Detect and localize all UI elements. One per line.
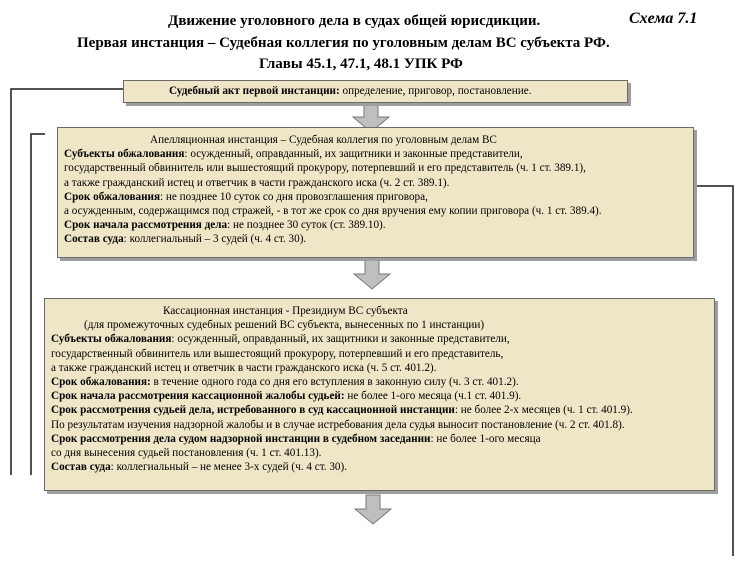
cassation-term-text: в течение одного года со дня его вступления в законную силу (ч. 3 ст. 401.2). <box>150 376 519 389</box>
appeal-start-text: : не позднее 30 суток (ст. 389.10). <box>227 219 386 232</box>
left-inner-connector-line <box>31 134 45 475</box>
cassation-judge-text: : не более 2-х месяцев (ч. 1 ст. 401.9). <box>454 404 633 417</box>
cassation-hearing-label: Срок рассмотрения дела судом надзорной инстанции в судебном заседании <box>51 432 431 445</box>
schema-label: Схема 7.1 <box>629 10 698 27</box>
appeal-instance-box <box>57 127 694 258</box>
first-instance-label: Судебный акт первой инстанции: <box>169 85 340 97</box>
cassation-court-label: Состав суда <box>51 461 111 474</box>
cassation-subjects-text: : осужденный, оправданный, их защитники и законные представители, <box>171 333 510 346</box>
cassation-subjects-line3: а также гражданский истец и ответчик в части гражданского иска (ч. 5 ст. 401.2). <box>51 361 437 374</box>
appeal-court-label: Состав суда <box>64 233 124 246</box>
diagram-chapters: Главы 45.1, 47.1, 48.1 УПК РФ <box>259 56 463 72</box>
appeal-subjects-line2: государственный обвинитель или вышестоящий прокурору, потерпевший и его представитель (ч. 1 ст. 389.1), <box>64 162 586 175</box>
diagram-subtitle: Первая инстанция – Судебная коллегия по уголовным делам ВС субъекта РФ. <box>77 35 610 51</box>
first-instance-box <box>123 80 628 103</box>
appeal-subjects-line3: а также гражданский истец и ответчик в части гражданского иска (ч. 2 ст. 389.1). <box>64 176 450 189</box>
cassation-court-text: : коллегиальный – не менее 3-х судей (ч. 4 ст. 30). <box>110 461 348 474</box>
appeal-court-text: : коллегиальный – 3 судей (ч. 4 ст. 30). <box>123 233 307 246</box>
appeal-subjects-label: Субъекты обжалования <box>64 148 185 161</box>
cassation-result-line: По результатам изучения надзорной жалобы и в случае истребования дела судья выносит постановление (ч. 2 ст. 401.8). <box>51 418 625 431</box>
appeal-subjects-text: : осужденный, оправданный, их защитники и законные представители, <box>184 148 523 161</box>
appeal-start-label: Срок начала рассмотрения дела <box>64 219 228 232</box>
arrow-down-icon <box>354 258 390 289</box>
cassation-subjects-label: Субъекты обжалования <box>51 333 172 346</box>
cassation-term-label: Срок обжалования: <box>51 376 151 389</box>
cassation-title-line2: (для промежуточных судебных решений ВС субъекта, вынесенных по 1 инстанции) <box>84 319 485 332</box>
arrow-down-icon <box>355 495 391 524</box>
cassation-instance-box <box>44 298 715 491</box>
diagram-title: Движение уголовного дела в судах общей юрисдикции. <box>168 13 541 29</box>
cassation-hearing-text: : не более 1-ого месяца <box>430 432 541 445</box>
cassation-judge-label: Срок рассмотрения судьей дела, истребованного в суд кассационной инстанции <box>51 404 455 417</box>
appeal-term-label: Срок обжалования <box>64 190 161 203</box>
cassation-start-text: не более 1-ого месяца (ч.1 ст. 401.9). <box>344 390 522 403</box>
cassation-hearing-line2: со дня вынесения судьей постановления (ч. 1 ст. 401.13). <box>51 447 322 460</box>
appeal-title: Апелляционная инстанция – Судебная коллегия по уголовным делам ВС <box>150 134 497 146</box>
cassation-subjects-line2: государственный обвинитель или вышестоящий прокурору, потерпевший и его представитель, <box>51 347 504 360</box>
appeal-term-line2: а осужденным, содержащимся под стражей, - в тот же срок со дня вручения ему копии приговора (ч. 1 ст. 389.4). <box>64 205 602 218</box>
appeal-term-text: : не позднее 10 суток со дня провозглашения приговора, <box>160 190 428 203</box>
cassation-title: Кассационная инстанция - Президиум ВС субъекта <box>163 305 408 317</box>
first-instance-text: определение, приговор, постановление. <box>339 85 532 97</box>
cassation-start-label: Срок начала рассмотрения кассационной жалобы судьей: <box>51 390 345 403</box>
